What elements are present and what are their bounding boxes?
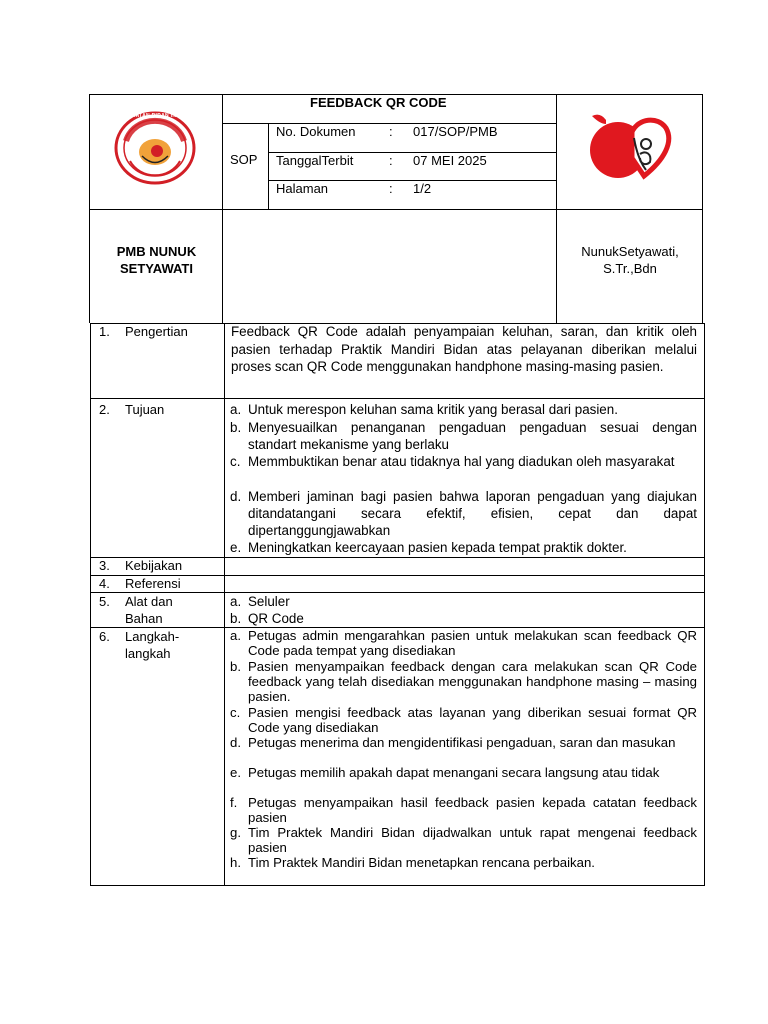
border [89,209,703,210]
list-item-label: a. [230,628,241,643]
org-name-line1: PMB NUNUK [116,244,197,259]
document-title: FEEDBACK QR CODE [310,95,447,110]
border [222,94,223,323]
section-6-title-line2: langkah [125,646,171,661]
section-4-title: Referensi [125,576,181,591]
section-3-title: Kebijakan [125,558,183,573]
doc-number-sep: : [389,124,393,139]
list-item-text: Meningkatkan keercayaan pasien kepada tempat praktik dokter. [248,540,627,555]
page-sep: : [389,181,393,196]
list-item-text: Untuk merespon keluhan sama kritik yang berasal dari pasien. [248,402,618,417]
list-item-label: a. [230,402,242,417]
list-item [232,795,697,825]
pmb-logo [588,110,676,186]
list-item-text: Tim Praktek Mandiri Bidan dijadwalkan untuk rapat mengenai feedback pasien [248,825,697,855]
section-2-title: Tujuan [125,402,165,417]
list-item-label: e. [230,540,242,555]
list-item [232,453,697,470]
ibi-logo-text: IKATAN BIDAN INDONESIA [130,113,202,119]
list-item-label: e. [230,765,241,780]
list-item [232,419,697,453]
page-label: Halaman [276,181,329,196]
list-item-text: Memmbuktikan benar atau tidaknya hal yang diadukan oleh masyarakat [248,454,675,469]
list-item [232,488,697,539]
list-item-label: d. [230,489,242,504]
border [268,123,269,210]
list-item-label: b. [230,659,241,674]
list-item-text: Petugas admin mengarahkan pasien untuk melakukan scan feedback QR Code pada tempat yang disediakan [248,628,697,658]
border [90,575,704,576]
doc-number-value: 017/SOP/PMB [413,124,498,139]
page-value: 1/2 [413,181,432,196]
border [90,323,91,886]
list-item [232,825,697,855]
border [90,398,704,399]
list-item-label: f. [230,795,238,810]
section-3-number: 3. [99,558,110,573]
list-item-text: Petugas memilih apakah dapat menangani secara langsung atau tidak [248,765,660,780]
list-item [232,705,697,735]
border [224,323,225,886]
list-item-text: QR Code [248,611,304,626]
section-4-number: 4. [99,576,110,591]
section-1-title: Pengertian [125,324,188,339]
section-1-text: Feedback QR Code adalah penyampaian keluhan, saran, dan kritik oleh pasien terhadap Praktik Mandiri Bidan atas pelayanan diberikan melalui proses scan QR Code menggunakan handphone masing-masing pasien. [231,324,697,374]
section-5-title-line2: Bahan [125,611,163,626]
list-item-label: g. [230,825,241,840]
list-item-text: Menyesuailkan penanganan pengaduan pengaduan sesuai dengan standart mekanisme yang berlaku [248,420,697,452]
section-5-title-line1: Alat dan [125,594,173,609]
issue-date-value: 07 MEI 2025 [413,153,487,168]
section-6-title-line1: Langkah- [125,629,180,644]
list-item-text: Tim Praktek Mandiri Bidan menetapkan rencana perbaikan. [248,855,595,870]
list-item-text: Petugas menyampaikan hasil feedback pasien kepada catatan feedback pasien [248,795,697,825]
signer-line2: S.Tr.,Bdn [603,261,657,276]
issue-date-sep: : [389,153,393,168]
list-item-text: Petugas menerima dan mengidentifikasi pengaduan, saran dan masukan [248,735,676,750]
list-item [232,735,697,750]
list-item [232,593,697,610]
list-item [232,855,697,870]
org-name-line2: SETYAWATI [120,261,193,276]
signer-line1: NunukSetyawati, [581,244,679,259]
list-item [232,401,697,418]
list-item-label: d. [230,735,241,750]
section-2-number: 2. [99,402,110,417]
section-1-number: 1. [99,324,110,339]
list-item [232,628,697,658]
list-item-text: Memberi jaminan bagi pasien bahwa laporan pengaduan yang diajukan ditandatangani secara efektif, efisien, cepat dan dapat dipertanggungjawabkan [248,489,697,538]
sop-label: SOP [230,152,258,167]
list-item-label: c. [230,454,241,469]
list-item-label: b. [230,611,242,626]
issue-date-label: TanggalTerbit [276,153,354,168]
list-item-text: Seluler [248,594,290,609]
border [90,885,705,886]
border [556,94,557,323]
list-item [232,765,697,780]
list-item-text: Pasien mengisi feedback atas layanan yang diberikan sesuai format QR Code yang disediakan [248,705,697,735]
list-item-label: c. [230,705,241,720]
list-item-label: b. [230,420,242,435]
doc-number-label: No. Dokumen [276,124,356,139]
list-item-label: h. [230,855,241,870]
list-item-text: Pasien menyampaikan feedback dengan cara melakukan scan QR Code feedback yang telah disediakan menggunakan handphone masing – masing pasien. [248,659,697,704]
list-item [232,610,697,627]
section-6-number: 6. [99,629,110,644]
border [704,323,705,886]
list-item [232,659,697,704]
list-item-label: a. [230,594,242,609]
section-5-number: 5. [99,594,110,609]
ibi-logo [114,111,196,185]
list-item [232,539,697,556]
